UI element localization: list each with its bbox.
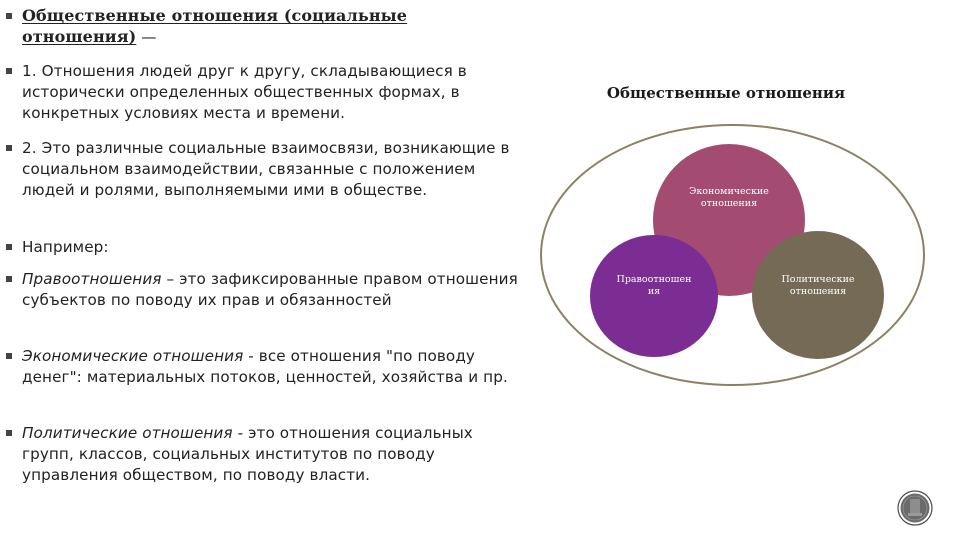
square-bullet-icon: [6, 145, 12, 151]
bullet-example-intro: [6, 237, 526, 258]
bullet-definition-2: [6, 138, 526, 201]
square-bullet-icon: [6, 276, 12, 282]
definition-1-text: 1. Отношения людей друг к другу, складывающиеся в исторически определенных общественных формах, в конкретных условиях места и времени.: [22, 62, 467, 122]
diagram-title: Общественные отношения: [606, 84, 846, 102]
square-bullet-icon: [6, 13, 12, 19]
bullet-definition-1: [6, 61, 526, 124]
political-relations-label: Политические отношения: [781, 274, 855, 297]
example-intro-text: Например:: [22, 238, 109, 256]
title-dash: —: [136, 28, 157, 46]
political-relations-circle: [752, 231, 884, 359]
political-term: Политические отношения: [22, 424, 233, 442]
legal-relations-label: Правоотношен ия: [616, 274, 692, 297]
economic-relations-label: Экономические отношения: [689, 186, 769, 209]
slide-title-line2: отношения): [22, 27, 137, 46]
bullet-economic: [6, 346, 526, 388]
legal-definition: – это зафиксированные правом отношения субъектов по поводу их прав и обязанностей: [22, 270, 518, 309]
legal-relations-circle: [590, 235, 718, 357]
definition-2-text: 2. Это различные социальные взаимосвязи, возникающие в социальном взаимодействии, связанные с положением людей и ролями, выполняемыми ими в обществе.: [22, 139, 510, 199]
slide-title-line1: Общественные отношения (социальные: [22, 6, 408, 25]
relations-diagram: [520, 60, 940, 400]
square-bullet-icon: [6, 430, 12, 436]
political-definition: - это отношения социальных групп, классов, социальных институтов по поводу управления обществом, по поводу власти.: [22, 424, 473, 484]
economic-definition: - все отношения "по поводу денег": материальных потоков, ценностей, хозяйства и пр.: [22, 347, 508, 386]
bullet-legal: [6, 269, 526, 311]
bullet-title: [6, 6, 526, 48]
square-bullet-icon: [6, 353, 12, 359]
seal-logo-icon: [897, 490, 933, 526]
legal-term: Правоотношения: [22, 270, 162, 288]
economic-term: Экономические отношения: [22, 347, 244, 365]
bullet-political: [6, 423, 526, 486]
square-bullet-icon: [6, 68, 12, 74]
square-bullet-icon: [6, 244, 12, 250]
